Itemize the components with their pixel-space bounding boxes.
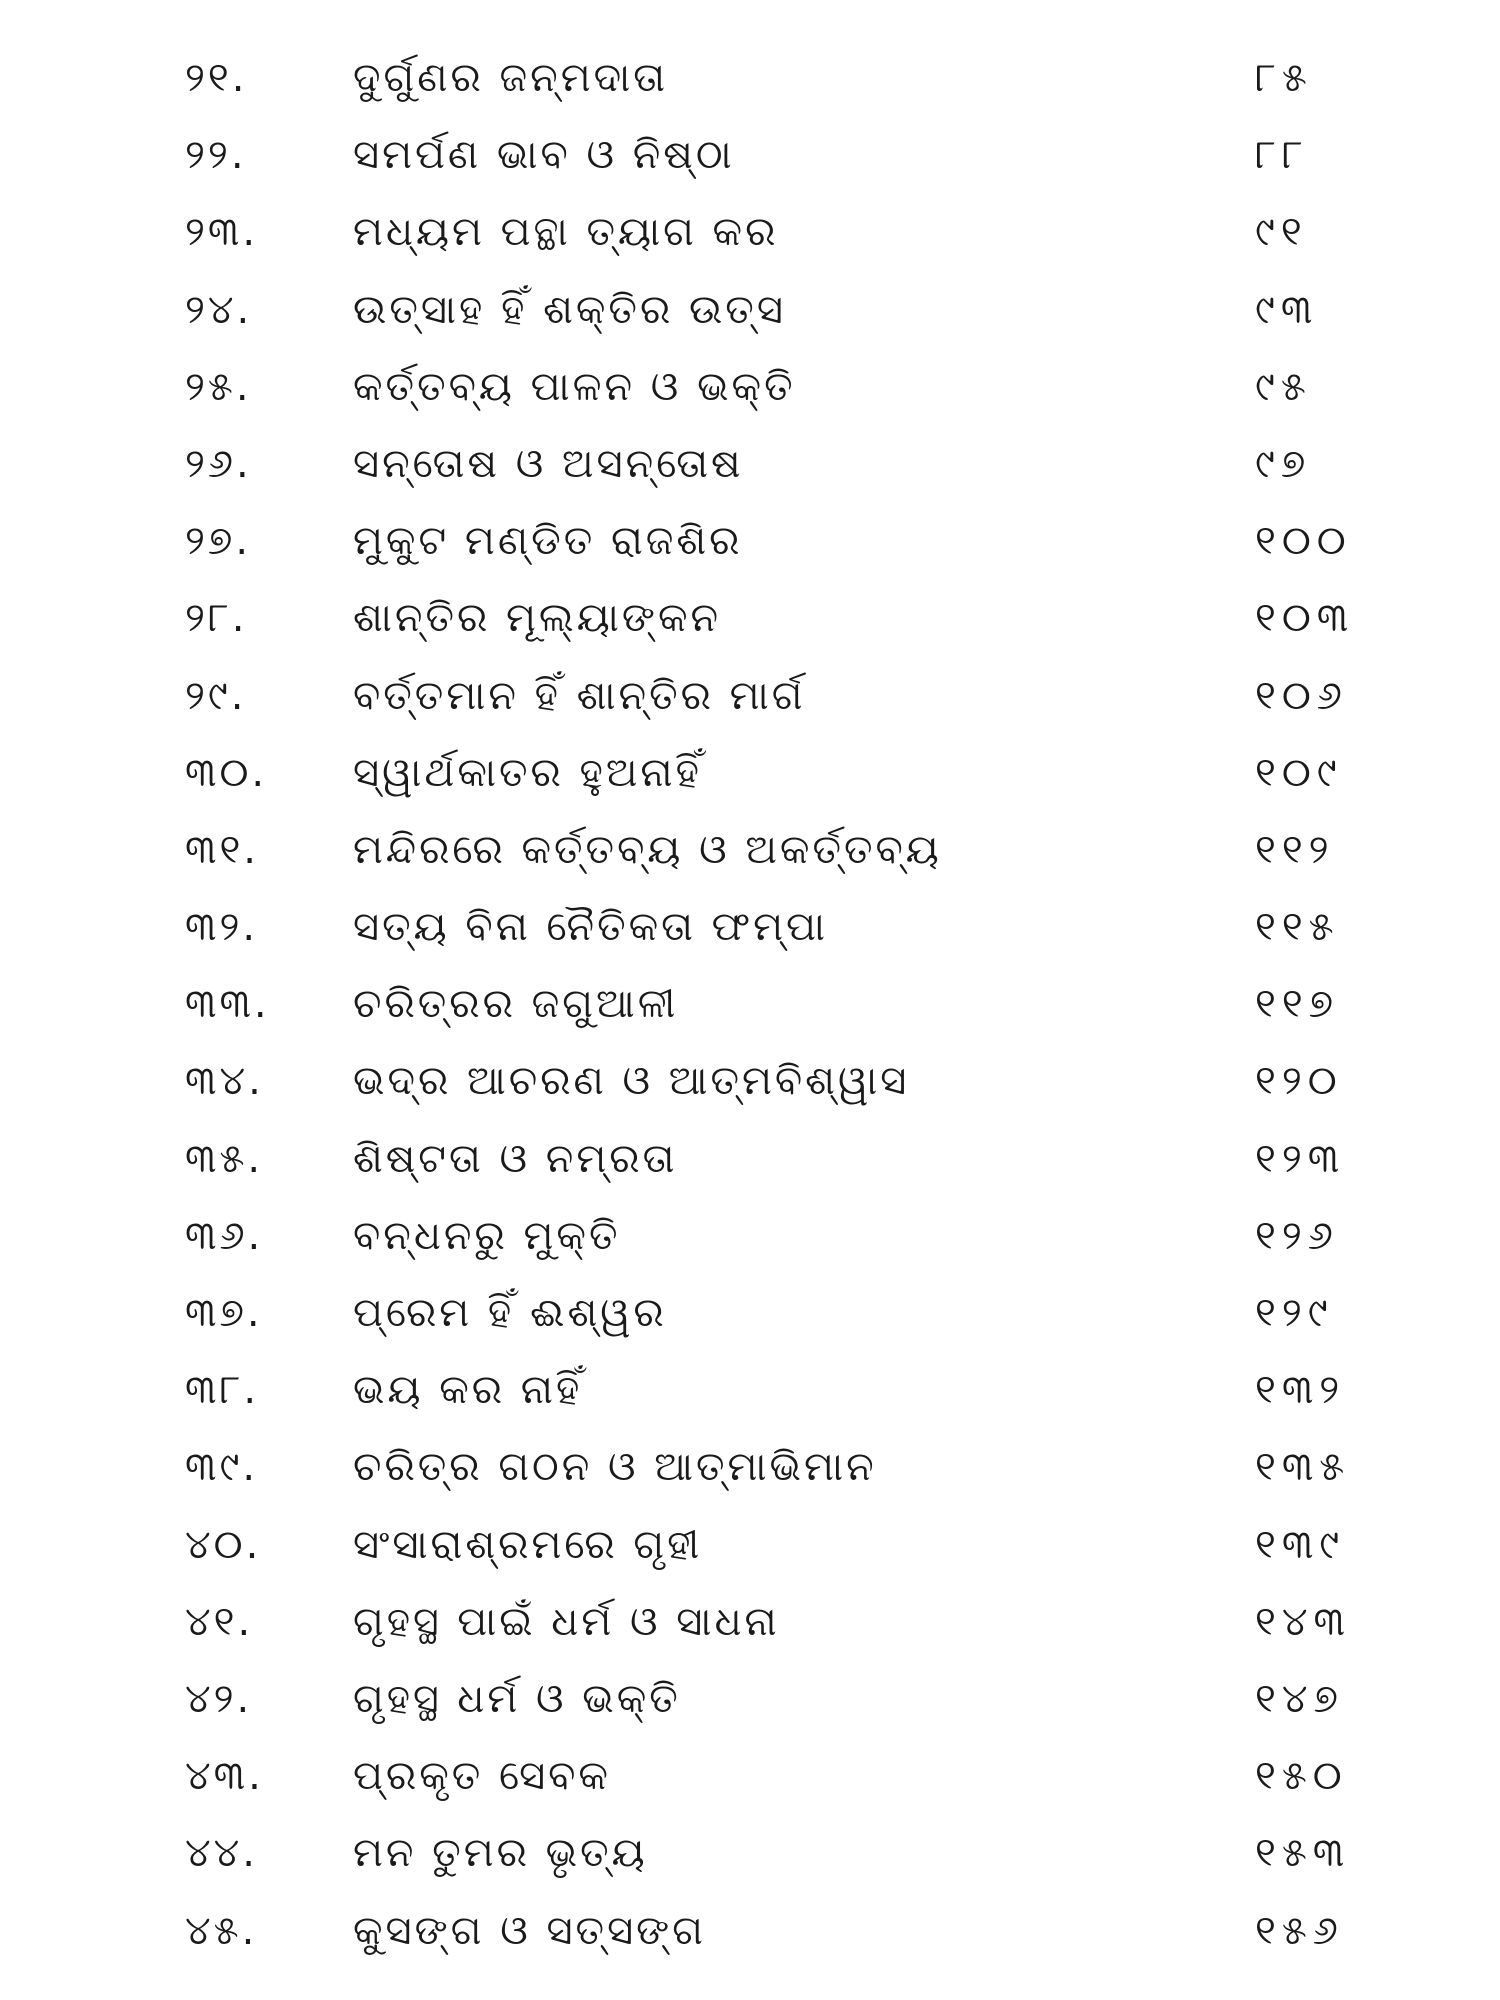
toc-entry — [0, 1507, 1500, 1584]
toc-entry — [0, 580, 1500, 657]
toc-entry-number: ୩୪. — [185, 1058, 264, 1105]
toc-entry-page: ୧୫୦ — [1255, 1753, 1348, 1800]
toc-entry-number: ୪୪. — [185, 1830, 258, 1877]
toc-entry-number: ୩୫. — [185, 1135, 264, 1182]
toc-entry — [0, 735, 1500, 812]
toc-entry-title: ଚରିତ୍ର ଗଠନ ଓ ଆତ୍ମାଭିମାନ — [353, 1444, 877, 1491]
toc-entry — [0, 426, 1500, 503]
toc-entry-page: ୧୦୦ — [1255, 518, 1352, 565]
toc-entry-title: କୁସଙ୍ଗ ଓ ସତ୍‌ସଙ୍ଗ — [353, 1907, 706, 1954]
toc-entry-number: ୩୮. — [185, 1367, 260, 1414]
toc-entry-page: ୯୫ — [1255, 363, 1312, 410]
toc-entry — [0, 194, 1500, 271]
toc-entry-page: ୧୩୫ — [1255, 1444, 1351, 1491]
toc-entry-page: ୧୦୩ — [1255, 595, 1355, 642]
toc-entry-page: ୧୩୯ — [1255, 1521, 1346, 1568]
toc-entry — [0, 812, 1500, 889]
toc-entry-number: ୩୯. — [185, 1444, 259, 1491]
toc-entry-number: ୨୪. — [185, 286, 253, 333]
toc-entry — [0, 1738, 1500, 1815]
toc-entry — [0, 349, 1500, 426]
toc-entry-page: ୧୧୨ — [1255, 826, 1335, 873]
toc-entry-title: ଗୃହସ୍ଥ ପାଇଁ ଧର୍ମ ଓ ସାଧନା — [353, 1598, 780, 1645]
toc-entry-number: ୪୨. — [185, 1675, 253, 1722]
toc-entry-title: ସଂସାରାଶ୍ରମରେ ଗୃହୀ — [353, 1521, 703, 1568]
toc-entry-number: ୩୧. — [185, 826, 259, 873]
toc-entry — [0, 1121, 1500, 1198]
toc-entry-title: ସତ୍ୟ ବିନା ନୈତିକତା ଫମ୍ପା — [353, 904, 829, 951]
toc-entry-title: ଉତ୍ସାହ ହିଁ ଶକ୍ତିର ଉତ୍ସ — [353, 286, 786, 333]
toc-entry-page: ୧୨୩ — [1255, 1135, 1346, 1182]
toc-entry-page: ୧୨୬ — [1255, 1212, 1339, 1259]
toc-entry-title: ମୁକୁଟ ମଣ୍ଡିତ ରାଜଶିର — [353, 518, 743, 565]
toc-entry — [0, 272, 1500, 349]
toc-entry-page: ୧୧୭ — [1255, 981, 1340, 1028]
toc-entry-title: ଭଦ୍ର ଆଚରଣ ଓ ଆତ୍ମବିଶ୍ୱାସ — [353, 1058, 910, 1105]
toc-entry — [0, 40, 1500, 117]
toc-entry-number: ୨୮. — [185, 595, 248, 642]
toc-entry-page: ୯୩ — [1255, 286, 1319, 333]
toc-entry — [0, 1198, 1500, 1275]
toc-list — [0, 40, 1500, 1970]
toc-entry-number: ୪୦. — [185, 1521, 262, 1568]
toc-entry — [0, 117, 1500, 194]
toc-entry-number: ୩୩. — [185, 981, 270, 1028]
toc-entry — [0, 1584, 1500, 1661]
toc-entry-page: ୮୮ — [1255, 132, 1309, 179]
toc-entry-number: ୩୭. — [185, 1290, 263, 1336]
toc-entry-page: ୧୦୬ — [1255, 672, 1348, 719]
toc-entry-page: ୧୨୯ — [1255, 1290, 1334, 1336]
toc-entry-title: ପ୍ରକୃତ ସେବକ — [353, 1753, 611, 1800]
toc-entry-number: ୩୬. — [185, 1212, 264, 1259]
toc-entry — [0, 658, 1500, 735]
toc-entry-number: ୩୦. — [185, 749, 268, 796]
toc-entry — [0, 503, 1500, 580]
toc-entry-number: ୨୫. — [185, 363, 252, 410]
toc-entry-page: ୮୫ — [1255, 55, 1313, 101]
toc-entry-title: ବର୍ତ୍ତମାନ ହିଁ ଶାନ୍ତିର ମାର୍ଗ — [353, 672, 806, 719]
toc-entry-title: ମନ୍ଦିରରେ କର୍ତ୍ତବ୍ୟ ଓ ଅକର୍ତ୍ତବ୍ୟ — [353, 826, 942, 873]
toc-entry-page: ୧୧୫ — [1255, 904, 1340, 951]
toc-entry-page: ୯୧ — [1255, 209, 1308, 256]
toc-entry-number: ୨୧. — [185, 55, 248, 101]
toc-entry — [0, 966, 1500, 1043]
toc-entry — [0, 1815, 1500, 1892]
toc-entry-number: ୨୭. — [185, 518, 252, 565]
toc-entry-number: ୨୯. — [185, 672, 247, 719]
toc-entry-title: ମନ ତୁମର ଭୃତ୍ୟ — [353, 1830, 648, 1877]
toc-entry-title: ବନ୍ଧନରୁ ମୁକ୍ତି — [353, 1212, 621, 1259]
toc-entry-title: ଚରିତ୍ରର ଜଗୁଆଳୀ — [353, 981, 679, 1028]
toc-entry-number: ୪୫. — [185, 1907, 258, 1954]
toc-entry-number: ୪୩. — [185, 1753, 264, 1800]
toc-entry — [0, 1043, 1500, 1120]
toc-entry-number: ୨୨. — [185, 132, 247, 179]
toc-entry-title: ସନ୍ତୋଷ ଓ ଅସନ୍ତୋଷ — [353, 440, 744, 487]
toc-entry-number: ୨୩. — [185, 209, 259, 256]
toc-entry-title: ସ୍ୱାର୍ଥକାତର ହୁଅନାହିଁ — [353, 749, 702, 796]
toc-entry — [0, 1352, 1500, 1429]
toc-entry-page: ୧୪୩ — [1255, 1598, 1351, 1645]
toc-entry-page: ୧୫୬ — [1255, 1907, 1344, 1954]
toc-entry-title: କର୍ତ୍ତବ୍ୟ ପାଳନ ଓ ଭକ୍ତି — [353, 363, 796, 410]
toc-entry-page: ୯୭ — [1255, 440, 1312, 487]
toc-entry-title: ଦୁର୍ଗୁଣର ଜନ୍ମଦାତା — [353, 55, 669, 101]
toc-entry — [0, 889, 1500, 966]
toc-entry — [0, 1275, 1500, 1352]
toc-entry-page: ୧୦୯ — [1255, 749, 1343, 796]
toc-entry-title: ମଧ୍ୟମ ପନ୍ଥା ତ୍ୟାଗ କର — [353, 209, 779, 256]
toc-entry-number: ୩୨. — [185, 904, 259, 951]
toc-entry-page: ୧୫୩ — [1255, 1830, 1351, 1877]
toc-entry-page: ୧୪୭ — [1255, 1675, 1344, 1722]
toc-entry-title: ଶିଷ୍ଟତା ଓ ନମ୍ରତା — [353, 1135, 678, 1182]
toc-entry-title: ସମର୍ପଣ ଭାବ ଓ ନିଷ୍ଠା — [353, 132, 735, 179]
toc-entry-page: ୧୨୦ — [1255, 1058, 1343, 1105]
toc-entry-title: ଗୃହସ୍ଥ ଧର୍ମ ଓ ଭକ୍ତି — [353, 1675, 681, 1722]
toc-entry-title: ଶାନ୍ତିର ମୂଲ୍ୟାଙ୍କନ — [353, 595, 722, 642]
toc-entry-number: ୨୬. — [185, 440, 252, 487]
toc-entry — [0, 1893, 1500, 1970]
toc-entry — [0, 1429, 1500, 1506]
toc-entry-number: ୪୧. — [185, 1598, 254, 1645]
toc-entry-title: ପ୍ରେମ ହିଁ ଈଶ୍ୱର — [353, 1290, 667, 1336]
toc-entry — [0, 1661, 1500, 1738]
toc-entry-page: ୧୩୨ — [1255, 1367, 1346, 1414]
toc-entry-title: ଭୟ କର ନାହିଁ — [353, 1367, 583, 1414]
